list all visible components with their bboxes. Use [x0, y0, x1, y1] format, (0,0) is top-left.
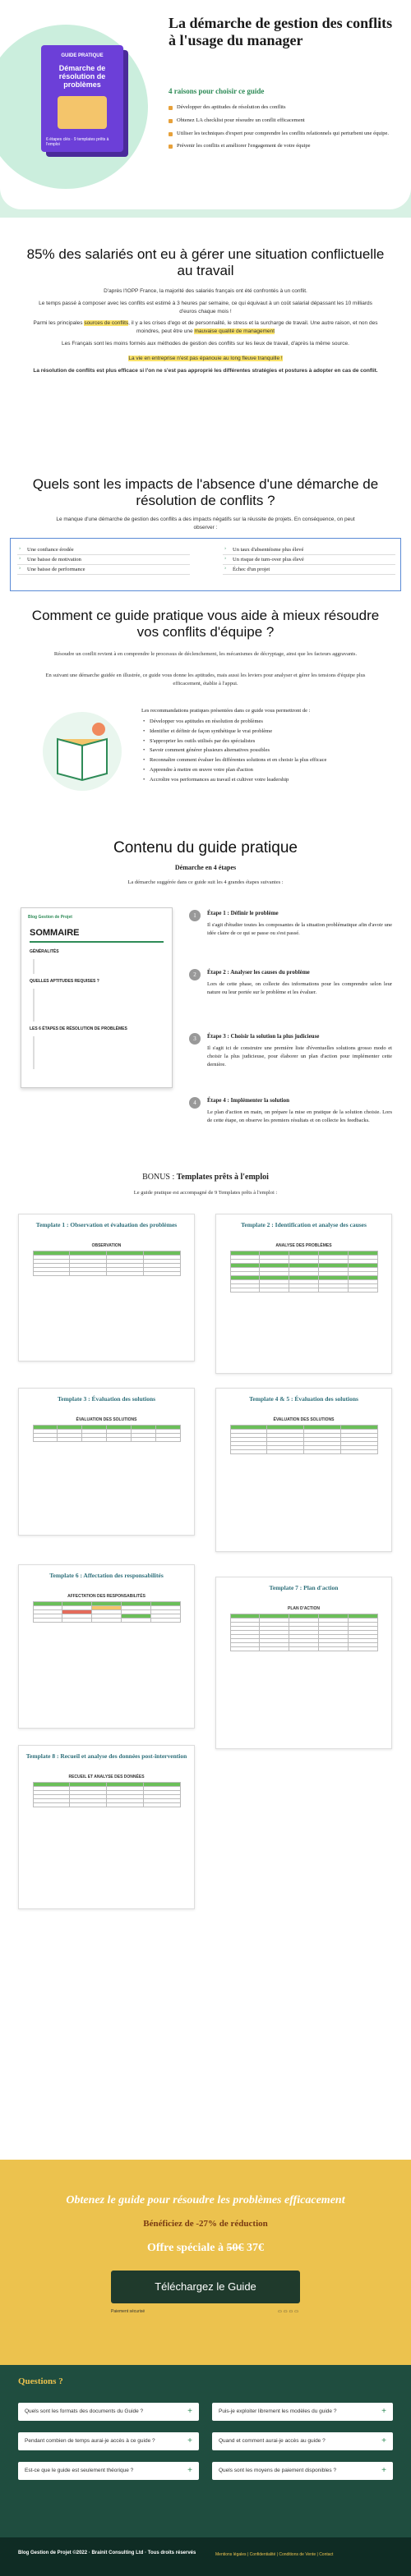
secure-payment-label: Paiement sécurisé ▭▭▭▭	[111, 2309, 300, 2314]
faq-item[interactable]: Est-ce que le guide est seulement théorique ? +	[18, 2462, 199, 2480]
stat-paragraph: D'après l'IOPP France, la majorité des salariés français ont été confrontés à un conflit.	[104, 288, 307, 294]
template-preview: RECUEIL ET ANALYSE DES DONNÉES	[33, 1775, 181, 1807]
impact-item: › Échec d'un projet	[223, 565, 395, 575]
book-bottom-label: 6 étapes clés · 9 templates prêts à l'emploi	[46, 137, 109, 147]
impact-item: › Une confiance érodée	[17, 545, 190, 555]
doc-section: GÉNÉRALITÉS	[30, 949, 59, 954]
faq-section	[0, 2365, 411, 2537]
cta-headline: Obtenez le guide pour résoudre les problèmes efficacement	[66, 2194, 345, 2206]
step-description: Il s'agit d'étudier toutes les composantes de la situation problématique afin d'avoir une idée claire de ce qui se passe ou s'est passé.	[207, 922, 392, 937]
bonus-intro: Le guide pratique est accompagné de 9 Templates prêts à l'emploi :	[133, 1190, 278, 1196]
doc-section: QUELLES APTITUDES REQUISES ?	[30, 979, 99, 984]
cta-section	[0, 2160, 411, 2365]
footer-links[interactable]: Mentions légales | Confidentialité | Conditions de Vente | Contact	[215, 2552, 334, 2557]
template-preview: AFFECTATION DES RESPONSABILITÉS	[33, 1594, 181, 1623]
hero-card	[0, 0, 411, 209]
recommendations-intro: Les recommandations pratiques présentées dans ce guide vous permettront de :	[141, 708, 311, 714]
plus-icon: +	[381, 2407, 386, 2416]
step-3	[193, 1033, 392, 1069]
step-4	[193, 1097, 392, 1125]
book-illustration	[58, 96, 107, 129]
plus-icon: +	[187, 2407, 192, 2416]
template-title: Template 6 : Affectation des responsabilités	[49, 1572, 164, 1579]
doc-section: LES 6 ÉTAPES DE RÉSOLUTION DE PROBLÈMES	[30, 1026, 127, 1031]
template-card	[215, 1214, 392, 1374]
template-card	[18, 1214, 195, 1361]
impact-item: › Une baisse de performance	[17, 565, 190, 575]
template-card	[18, 1388, 195, 1536]
cta-price: Offre spéciale à 50€ 37€	[146, 2242, 265, 2254]
faq-title: Questions ?	[18, 2376, 63, 2386]
template-preview: ÉVALUATION DES SOLUTIONS	[230, 1417, 378, 1454]
template-card	[18, 1564, 195, 1729]
footer	[0, 2537, 411, 2576]
step-number: 2	[189, 969, 201, 980]
impacts-box	[10, 538, 401, 591]
recommendation-item: • Accroître vos performances au travail et cultiver votre leadership	[141, 776, 388, 784]
reasons-subtitle: 4 raisons pour choisir ce guide	[169, 87, 265, 95]
plus-icon: +	[381, 2466, 386, 2475]
step-2	[193, 969, 392, 997]
recommendation-item: • Reconnaître comment évaluer les différentes solutions et en choisir la plus efficace	[141, 756, 388, 765]
stat-paragraph: Parmi les principales sources de conflits, il y a les crises d'ego et de personnalité, le stress et la surcharge de travail. Une autre raison, et non des moindres, peut être une mauvaise qualité de management	[33, 320, 378, 334]
template-title: Template 7 : Plan d'action	[269, 1584, 339, 1591]
faq-item[interactable]: Puis-je exploiter librement les modèles du guide ? +	[212, 2403, 393, 2421]
step-title: Étape 1 : Définir le problème	[207, 910, 279, 916]
template-title: Template 4 & 5 : Évaluation des solutions	[249, 1395, 358, 1403]
doc-header: Blog Gestion de Projet	[28, 915, 72, 920]
guide-title: Comment ce guide pratique vous aide à mieux résoudre vos conflits d'équipe ?	[31, 608, 380, 641]
hero-section	[0, 0, 411, 218]
doc-title: SOMMAIRE	[30, 928, 80, 938]
template-preview: PLAN D'ACTION	[230, 1606, 378, 1651]
content-intro: La démarche suggérée dans ce guide suit les 4 grandes étapes suivantes :	[127, 879, 284, 885]
book-top-label: GUIDE PRATIQUE	[61, 53, 104, 58]
guide-cover-image	[41, 45, 123, 152]
recommendation-item: • Développer vos aptitudes en résolution de problèmes	[141, 718, 388, 726]
recommendations	[141, 708, 388, 785]
content-subtitle: Démarche en 4 étapes	[174, 864, 237, 871]
stat-conclusion: La résolution de conflits est plus efficace si l'on ne s'est pas approprié les différentes stratégies et postures à adopter en cas de conflit.	[33, 368, 378, 374]
page-title: La démarche de gestion des conflits à l'usage du manager	[169, 15, 393, 48]
recommendation-item: • Apprendre à mettre en œuvre votre plan d'action	[141, 766, 388, 774]
faq-item[interactable]: Quels sont les moyens de paiement disponibles ? +	[212, 2462, 393, 2480]
template-title: Template 2 : Identification et analyse des causes	[241, 1221, 367, 1228]
guide-paragraph: En suivant une démarche guidée en illustrée, ce guide vous donne les aptitudes, mais aussi les leviers pour analyser et gérer les tensions d'équipe plus efficacement, établie à l'appui.	[45, 673, 366, 686]
impact-item: › Un risque de turn-over plus élevé	[223, 555, 395, 565]
summary-document-preview	[21, 907, 173, 1088]
template-card	[215, 1577, 392, 1749]
doc-divider	[30, 941, 164, 943]
impacts-list-left	[17, 545, 190, 575]
step-description: Lors de cette phase, on collecte des informations pour les comprendre selon leur nature ou leur portée sur le problème et les évaluer.	[207, 981, 392, 996]
template-preview: ANALYSE DES PROBLÈMES	[230, 1243, 378, 1293]
stat-highlight: La vie en entreprise n'est pas épanouie au long fleuve tranquille !	[128, 355, 283, 361]
step-number: 3	[189, 1033, 201, 1045]
payment-cards-icon: ▭▭▭▭	[278, 2309, 300, 2314]
impact-item: › Une baisse de motivation	[17, 555, 190, 565]
stat-paragraph: Le temps passé à composer avec les conflits est estimé à 3 heures par semaine, ce qui équivaut à un coût salarial dépassant les 10 milliards d'euros chaque mois !	[39, 300, 372, 315]
book-title: Démarche de résolution de problèmes	[58, 64, 106, 89]
stat-paragraph: Les Français sont les moins formés aux méthodes de gestion des conflits sur les lieux de travail, d'après la même source.	[62, 340, 349, 347]
faq-item[interactable]: Quand et comment aurai-je accès au guide ? +	[212, 2432, 393, 2450]
step-number: 1	[189, 910, 201, 921]
step-description: Il s'agit ici de construire une première liste d'éventuelles solutions grosso modo et choisir la plus judicieuse, pour élaborer un plan d'action pour implémenter cette dernière.	[207, 1045, 392, 1068]
guide-paragraph: Résoudre un conflit revient à en comprendre le processus de déclenchement, les mécanismes de décryptage, ainsi que les facteurs aggravants.	[53, 651, 358, 657]
step-title: Étape 2 : Analyser les causes du problème	[207, 969, 310, 976]
stat-body	[33, 287, 378, 375]
recommendation-item: • S'approprier les outils utilisés par des spécialistes	[141, 737, 388, 746]
footer-copyright: Blog Gestion de Projet ©2022 · Brainit Consulting Ltd · Tous droits réservés	[18, 2551, 196, 2555]
recommendation-item: • Savoir comment générer plusieurs alternatives possibles	[141, 746, 388, 755]
step-1	[193, 910, 392, 938]
step-description: Le plan d'action en main, on prépare la mise en pratique de la solution choisie. Lors de cette étape, on observe les premiers résultats et on collecte les feedbacks.	[207, 1109, 392, 1124]
template-title: Template 3 : Évaluation des solutions	[57, 1395, 156, 1403]
content-title: Contenu du guide pratique	[113, 839, 298, 856]
plus-icon: +	[187, 2436, 192, 2445]
template-preview: ÉVALUATION DES SOLUTIONS	[33, 1417, 181, 1442]
impacts-title: Quels sont les impacts de l'absence d'une démarche de résolution de conflits ?	[32, 476, 379, 509]
stat-title: 85% des salariés ont eu à gérer une situation conflictuelle au travail	[26, 246, 385, 279]
reason-item: Prévenir les conflits et améliorer l'engagement de votre équipe	[169, 142, 399, 150]
download-guide-button[interactable]: Téléchargez le Guide	[111, 2271, 300, 2303]
plus-icon: +	[187, 2466, 192, 2475]
cta-discount: Bénéficiez de -27% de réduction	[143, 2219, 268, 2229]
template-card	[18, 1745, 195, 1909]
book-reading-illustration	[33, 706, 132, 797]
template-preview: OBSERVATION	[33, 1243, 181, 1276]
impact-item: › Un taux d'absentéisme plus élevé	[223, 545, 395, 555]
template-title: Template 1 : Observation et évaluation des problèmes	[35, 1221, 178, 1228]
reason-item: Utiliser les techniques d'expert pour comprendre les conflits relationnels qui perturbent une équipe.	[169, 130, 399, 138]
impacts-intro: Le manque d'une démarche de gestion des conflits a des impacts négatifs sur la réussite de projets. En conséquence, on peut observer :	[56, 517, 355, 530]
plus-icon: +	[381, 2436, 386, 2445]
bonus-title: BONUS : Templates prêts à l'emploi	[142, 1173, 269, 1182]
recommendations-list	[141, 718, 388, 783]
reasons-list	[169, 103, 399, 155]
reason-item: Obtenez LA checklist pour résoudre un conflit efficacement	[169, 117, 399, 125]
template-card	[215, 1388, 392, 1552]
faq-item[interactable]: Quels sont les formats des documents du Guide ? +	[18, 2403, 199, 2421]
impacts-list-right	[223, 545, 395, 575]
reason-item: Développer des aptitudes de résolution des conflits	[169, 103, 399, 112]
template-title: Template 8 : Recueil et analyse des données post-intervention	[25, 1752, 187, 1760]
faq-item[interactable]: Pendant combien de temps aurai-je accès à ce guide ? +	[18, 2432, 199, 2450]
step-number: 4	[189, 1097, 201, 1109]
step-title: Étape 4 : Implémenter la solution	[207, 1097, 290, 1104]
step-title: Étape 3 : Choisir la solution la plus judicieuse	[207, 1033, 320, 1040]
recommendation-item: • Identifier et définir de façon synthétique le vrai problème	[141, 728, 388, 736]
